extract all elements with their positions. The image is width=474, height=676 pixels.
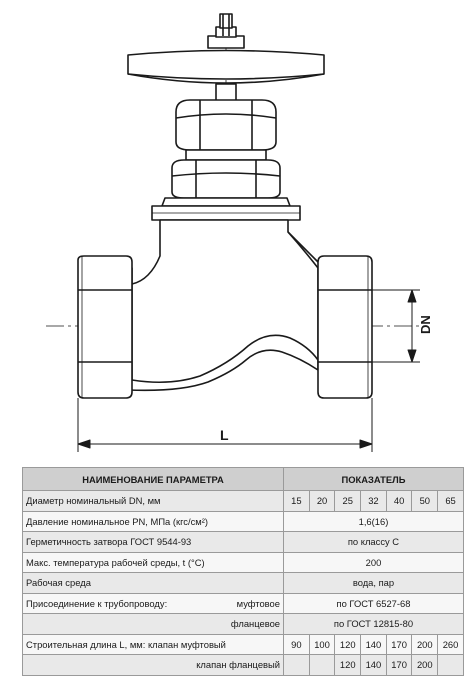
param-length-fl-sub: клапан фланцевый bbox=[23, 655, 284, 676]
param-medium-value: вода, пар bbox=[284, 573, 464, 594]
table-row bbox=[23, 593, 464, 614]
length-fl-value: 200 bbox=[412, 655, 438, 676]
length-muf-value: 90 bbox=[284, 634, 310, 655]
length-fl-value: 120 bbox=[335, 655, 361, 676]
param-connection-muf-sub: муфтовое bbox=[236, 597, 280, 609]
table-row bbox=[23, 491, 464, 512]
dn-value: 15 bbox=[284, 491, 310, 512]
param-pn-value: 1,6(16) bbox=[284, 511, 464, 532]
table-row bbox=[23, 573, 464, 594]
param-dn-label: Диаметр номинальный DN, мм bbox=[23, 491, 284, 512]
length-muf-value: 260 bbox=[438, 634, 464, 655]
table-row bbox=[23, 655, 464, 676]
dn-value: 32 bbox=[361, 491, 387, 512]
dn-value: 65 bbox=[438, 491, 464, 512]
param-connection-label: Присоединение к трубопроводу: bbox=[26, 597, 168, 609]
length-muf-value: 200 bbox=[412, 634, 438, 655]
table-row bbox=[23, 511, 464, 532]
dim-l-label: L bbox=[220, 427, 229, 443]
length-muf-value: 120 bbox=[335, 634, 361, 655]
param-connection-fl-sub: фланцевое bbox=[23, 614, 284, 635]
gland-nut bbox=[176, 100, 276, 160]
length-muf-value: 140 bbox=[361, 634, 387, 655]
param-tightness-label: Герметичность затвора ГОСТ 9544-93 bbox=[23, 532, 284, 553]
length-muf-value: 100 bbox=[309, 634, 335, 655]
param-temp-label: Макс. температура рабочей среды, t (°C) bbox=[23, 552, 284, 573]
length-fl-value: 140 bbox=[361, 655, 387, 676]
bonnet-nut bbox=[162, 160, 290, 206]
right-end-connection bbox=[318, 256, 372, 398]
param-connection-fl-value: по ГОСТ 12815-80 bbox=[284, 614, 464, 635]
param-medium-label: Рабочая среда bbox=[23, 573, 284, 594]
valve-body bbox=[128, 220, 318, 390]
table-row bbox=[23, 552, 464, 573]
param-tightness-value: по классу С bbox=[284, 532, 464, 553]
header-value: ПОКАЗАТЕЛЬ bbox=[284, 468, 464, 491]
table-row bbox=[23, 532, 464, 553]
length-fl-value: 170 bbox=[386, 655, 412, 676]
dn-value: 40 bbox=[386, 491, 412, 512]
table-row bbox=[23, 614, 464, 635]
param-connection-muf-value: по ГОСТ 6527-68 bbox=[284, 593, 464, 614]
param-length-muf-label: Строительная длина L, мм: клапан муфтовый bbox=[23, 634, 284, 655]
table-row bbox=[23, 634, 464, 655]
length-fl-value bbox=[438, 655, 464, 676]
param-pn-label: Давление номинальное PN, МПа (кгс/см²) bbox=[23, 511, 284, 532]
length-fl-value bbox=[284, 655, 310, 676]
dim-dn-label: DN bbox=[418, 315, 433, 334]
handwheel bbox=[128, 14, 324, 102]
spec-table bbox=[22, 467, 464, 676]
dn-value: 25 bbox=[335, 491, 361, 512]
length-muf-value: 170 bbox=[386, 634, 412, 655]
length-fl-value bbox=[309, 655, 335, 676]
header-param: НАИМЕНОВАНИЕ ПАРАМЕТРА bbox=[23, 468, 284, 491]
param-temp-value: 200 bbox=[284, 552, 464, 573]
left-end-connection bbox=[78, 256, 132, 398]
table-header-row bbox=[23, 468, 464, 491]
dn-value: 20 bbox=[309, 491, 335, 512]
dn-value: 50 bbox=[412, 491, 438, 512]
length-dimension bbox=[78, 398, 372, 452]
